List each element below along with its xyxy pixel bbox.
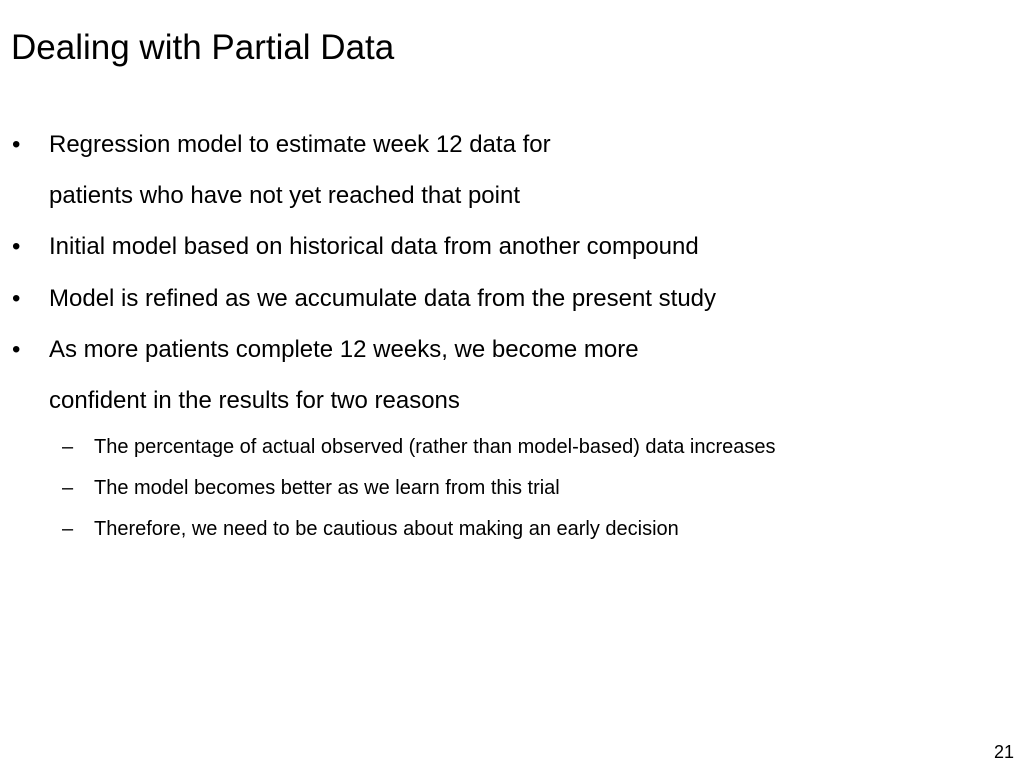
sub-bullet-marker: – [62,436,74,458]
bullet-marker: • [12,336,21,363]
bullet-4-line-2: confident in the results for two reasons [49,387,460,414]
bullet-3-line-1: Model is refined as we accumulate data from the present study [49,285,717,312]
sub-bullet-3: Therefore, we need to be cautious about making an early decision [94,518,679,540]
page-number: 21 [993,742,1014,762]
slide-title: Dealing with Partial Data [11,28,395,67]
bullet-marker: • [12,285,21,312]
bullet-1-line-2: patients who have not yet reached that point [49,182,520,209]
bullet-2-line-1: Initial model based on historical data from another compound [49,233,699,260]
bullet-1-line-1: Regression model to estimate week 12 data for [49,131,551,158]
sub-bullet-marker: – [62,477,74,499]
sub-bullet-2: The model becomes better as we learn from this trial [94,477,560,499]
sub-bullet-marker: – [62,518,74,540]
bullet-marker: • [12,233,21,260]
bullet-marker: • [12,131,21,158]
sub-bullet-1: The percentage of actual observed (rather than model-based) data increases [94,436,776,458]
bullet-4-line-1: As more patients complete 12 weeks, we become more [49,336,639,363]
